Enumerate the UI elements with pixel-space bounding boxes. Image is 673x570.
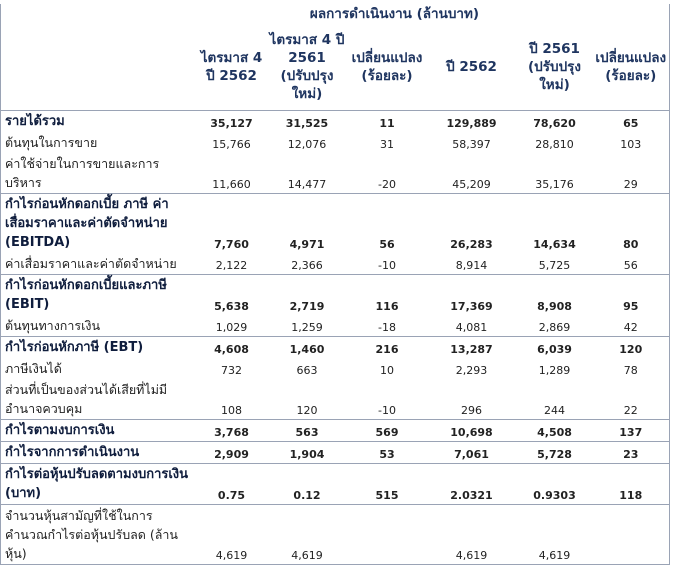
cell-q4-2562: 2,909 <box>197 442 267 464</box>
cell-year-2562: 4,619 <box>427 505 517 565</box>
row-label: กำไรก่อนหักดอกเบี้ยและภาษี (EBIT) <box>1 275 197 316</box>
table-row <box>1 505 670 565</box>
cell-q4-2562: 5,638 <box>197 275 267 316</box>
cell-q4-change: 53 <box>348 442 427 464</box>
table-row <box>1 379 670 420</box>
row-label: ส่วนที่เป็นของส่วนได้เสียที่ไม่มีอำนาจควบคุม <box>1 379 197 420</box>
column-header-year-change: เปลี่ยนแปลง (ร้อยละ) <box>593 24 670 111</box>
row-label: จำนวนหุ้นสามัญที่ใช้ในการคำนวณกำไรต่อหุ้นปรับลด (ล้านหุ้น) <box>1 505 197 565</box>
cell-q4-2561: 1,460 <box>267 337 348 359</box>
cell-q4-2562: 3,768 <box>197 420 267 442</box>
table-row <box>1 253 670 275</box>
cell-year-2561: 244 <box>544 404 565 417</box>
cell-year-change <box>593 505 670 565</box>
cell-year-2562: 129,889 <box>427 111 517 133</box>
table-row <box>1 464 670 505</box>
cell-q4-change: 116 <box>348 275 427 316</box>
cell-q4-2561: 2,366 <box>291 259 323 272</box>
cell-q4-change: 569 <box>348 420 427 442</box>
cell-year-change: 65 <box>593 111 670 133</box>
cell-q4-change: -18 <box>378 321 396 334</box>
cell-year-2562: 296 <box>461 404 482 417</box>
cell-year-2562: 7,061 <box>427 442 517 464</box>
row-label: ต้นทุนในการขาย <box>1 132 197 153</box>
cell-year-change: 103 <box>593 132 670 153</box>
row-label: ต้นทุนทางการเงิน <box>1 315 197 337</box>
cell-q4-2562: 35,127 <box>197 111 267 133</box>
cell-year-change: 80 <box>593 194 670 254</box>
cell-year-2561: 0.9303 <box>517 464 593 505</box>
table-row <box>1 420 670 442</box>
cell-year-change: 23 <box>593 442 670 464</box>
table-row <box>1 358 670 379</box>
cell-q4-change <box>348 505 427 565</box>
cell-year-change: 29 <box>593 153 670 194</box>
cell-year-2562: 58,397 <box>452 138 491 151</box>
cell-year-change: 42 <box>593 315 670 337</box>
cell-year-change: 120 <box>593 337 670 359</box>
table-row <box>1 111 670 133</box>
cell-year-2561: 14,634 <box>517 194 593 254</box>
cell-q4-2562: 7,760 <box>197 194 267 254</box>
row-label: กำไรต่อหุ้นปรับลดตามงบการเงิน (บาท) <box>1 464 197 505</box>
cell-q4-2561: 4,619 <box>267 505 348 565</box>
table-row <box>1 153 670 194</box>
table-body <box>1 111 670 565</box>
cell-q4-2562: 1,029 <box>215 321 248 334</box>
cell-q4-2562: 15,766 <box>212 138 251 151</box>
row-label: รายได้รวม <box>1 111 197 133</box>
table-row <box>1 194 670 254</box>
cell-q4-2562: 4,608 <box>197 337 267 359</box>
cell-year-2561: 28,810 <box>535 138 574 151</box>
cell-year-change: 137 <box>593 420 670 442</box>
cell-q4-2562: 732 <box>221 364 242 377</box>
cell-q4-change: 56 <box>348 194 427 254</box>
cell-year-2562: 13,287 <box>427 337 517 359</box>
header-corner-right <box>593 4 670 24</box>
cell-q4-2562: 108 <box>221 404 242 417</box>
cell-year-2561: 78,620 <box>517 111 593 133</box>
cell-q4-2562: 2,122 <box>215 259 248 272</box>
cell-q4-2561: 0.12 <box>267 464 348 505</box>
cell-year-change: 118 <box>593 464 670 505</box>
row-label: กำไรก่อนหักภาษี (EBT) <box>1 337 197 359</box>
column-header-year-2562: ปี 2562 <box>427 24 517 111</box>
cell-q4-2561: 120 <box>296 404 318 417</box>
cell-q4-2561: 1,259 <box>291 321 323 334</box>
cell-q4-2561: 31,525 <box>267 111 348 133</box>
cell-q4-2561: 12,076 <box>287 138 327 151</box>
cell-year-2561: 4,508 <box>517 420 593 442</box>
cell-q4-change: 216 <box>348 337 427 359</box>
table-row <box>1 442 670 464</box>
cell-q4-2561: 663 <box>296 364 318 377</box>
cell-year-2561: 4,619 <box>517 505 593 565</box>
cell-q4-change: 31 <box>380 138 394 151</box>
cell-q4-change: -10 <box>378 259 396 272</box>
column-header-q4-change: เปลี่ยนแปลง (ร้อยละ) <box>348 24 427 111</box>
cell-q4-2561: 563 <box>267 420 348 442</box>
cell-year-2561: 2,869 <box>538 321 571 334</box>
row-label: กำไรจากการดำเนินงาน <box>1 442 197 464</box>
row-label: กำไรตามงบการเงิน <box>1 420 197 442</box>
group-title: ผลการดำเนินงาน (ล้านบาท) <box>309 6 480 22</box>
table-row <box>1 132 670 153</box>
column-header-q4-2561: ไตรมาส 4 ปี 2561 (ปรับปรุงใหม่) <box>267 24 348 111</box>
header-corner <box>1 4 197 24</box>
cell-year-2561: 35,176 <box>535 178 574 191</box>
cell-year-2562: 17,369 <box>427 275 517 316</box>
cell-q4-2561: 14,477 <box>287 178 327 191</box>
cell-year-change: 56 <box>593 253 670 275</box>
cell-q4-change: 11 <box>348 111 427 133</box>
cell-year-2562: 2.0321 <box>427 464 517 505</box>
label-column-header <box>1 24 197 111</box>
cell-year-2562: 10,698 <box>427 420 517 442</box>
cell-year-change: 78 <box>593 358 670 379</box>
cell-q4-2561: 1,904 <box>267 442 348 464</box>
cell-year-2561: 8,908 <box>517 275 593 316</box>
cell-year-2562: 2,293 <box>455 364 488 377</box>
cell-year-2562: 45,209 <box>452 178 491 191</box>
cell-q4-2562: 4,619 <box>197 505 267 565</box>
cell-q4-2561: 4,971 <box>267 194 348 254</box>
table-row <box>1 315 670 337</box>
row-label: ค่าใช้จ่ายในการขายและการบริหาร <box>1 153 197 194</box>
cell-year-2562: 26,283 <box>427 194 517 254</box>
row-label: ค่าเสื่อมราคาและค่าตัดจำหน่าย <box>1 253 197 275</box>
cell-year-2561: 5,725 <box>538 259 571 272</box>
row-label: กำไรก่อนหักดอกเบี้ย ภาษี ค่าเสื่อมราคาและค่าตัดจำหน่าย (EBITDA) <box>1 194 197 254</box>
column-header-year-2561: ปี 2561 (ปรับปรุงใหม่) <box>517 24 593 111</box>
cell-year-2562: 4,081 <box>455 321 488 334</box>
cell-q4-change: -10 <box>378 404 396 417</box>
cell-year-2561: 6,039 <box>517 337 593 359</box>
row-label: ภาษีเงินได้ <box>1 358 197 379</box>
cell-year-change: 95 <box>593 275 670 316</box>
financial-results-table <box>0 4 670 565</box>
cell-year-2561: 5,728 <box>517 442 593 464</box>
column-header-q4-2562: ไตรมาส 4 ปี 2562 <box>197 24 267 111</box>
cell-q4-2562: 0.75 <box>197 464 267 505</box>
cell-q4-2561: 2,719 <box>267 275 348 316</box>
cell-q4-change: 10 <box>380 364 394 377</box>
table-row <box>1 337 670 359</box>
cell-q4-change: -20 <box>378 178 396 191</box>
table-row <box>1 275 670 316</box>
cell-q4-change: 515 <box>348 464 427 505</box>
cell-year-change: 22 <box>593 379 670 420</box>
cell-year-2562: 8,914 <box>455 259 488 272</box>
cell-year-2561: 1,289 <box>538 364 571 377</box>
cell-q4-2562: 11,660 <box>212 178 251 191</box>
